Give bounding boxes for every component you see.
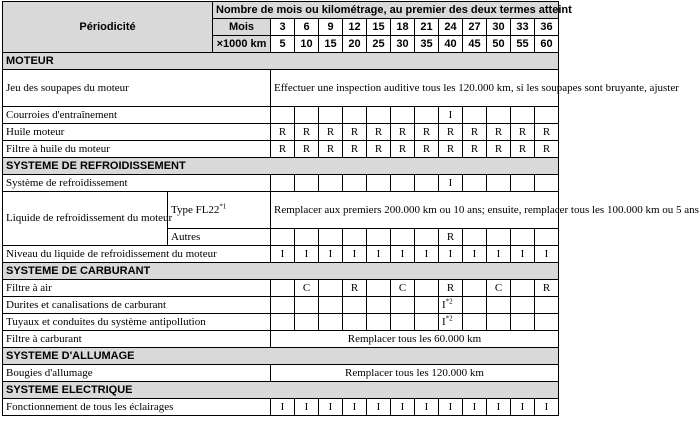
schedule-cell <box>511 175 535 192</box>
schedule-cell: I <box>535 399 559 416</box>
schedule-cell <box>487 229 511 246</box>
table-row <box>3 175 559 192</box>
schedule-cell <box>463 107 487 124</box>
schedule-cell <box>391 175 415 192</box>
section-row <box>3 263 559 280</box>
table-row <box>3 192 559 229</box>
schedule-cell: I <box>439 107 463 124</box>
schedule-cell <box>391 229 415 246</box>
schedule-cell <box>295 229 319 246</box>
footnote-marker: *1 <box>219 201 227 210</box>
schedule-cell: R <box>367 124 391 141</box>
section-row <box>3 158 559 175</box>
schedule-cell: R <box>535 124 559 141</box>
schedule-cell: I <box>463 399 487 416</box>
schedule-cell: I <box>487 399 511 416</box>
footnote-marker: *2 <box>445 296 453 305</box>
km-value: 60 <box>535 36 559 53</box>
schedule-cell <box>343 297 367 314</box>
schedule-cell: R <box>343 141 367 158</box>
table-row <box>3 331 559 348</box>
section-title: SYSTEME DE CARBURANT <box>3 263 559 280</box>
item-label: Filtre à air <box>3 280 271 297</box>
schedule-cell <box>271 229 295 246</box>
mois-value: 33 <box>511 19 535 36</box>
coolant-type-label: Autres <box>168 229 271 246</box>
coolant-type-name: Type FL22 <box>171 203 220 216</box>
km-value: 10 <box>295 36 319 53</box>
mois-value: 6 <box>295 19 319 36</box>
item-label: Niveau du liquide de refroidissement du moteur <box>3 246 271 263</box>
schedule-cell: I <box>511 399 535 416</box>
schedule-cell <box>295 107 319 124</box>
mois-value: 24 <box>439 19 463 36</box>
schedule-cell <box>511 314 535 331</box>
item-label: Courroies d'entraînement <box>3 107 271 124</box>
schedule-cell <box>415 229 439 246</box>
schedule-cell <box>295 175 319 192</box>
schedule-cell <box>463 175 487 192</box>
item-label: Durites et canalisations de carburant <box>3 297 271 314</box>
item-note: Remplacer tous les 120.000 km <box>271 365 559 382</box>
km-value: 45 <box>463 36 487 53</box>
schedule-cell <box>271 314 295 331</box>
schedule-cell: R <box>439 124 463 141</box>
schedule-cell <box>319 314 343 331</box>
schedule-cell <box>319 107 343 124</box>
mois-value: 36 <box>535 19 559 36</box>
header-km-label: ×1000 km <box>213 36 271 53</box>
schedule-cell: I <box>391 399 415 416</box>
schedule-cell: I <box>343 399 367 416</box>
schedule-cell <box>319 297 343 314</box>
schedule-cell <box>271 297 295 314</box>
schedule-cell <box>271 280 295 297</box>
table-row <box>3 107 559 124</box>
schedule-cell: C <box>295 280 319 297</box>
coolant-type-label <box>168 192 271 229</box>
table-row <box>3 399 559 416</box>
schedule-cell <box>367 280 391 297</box>
km-value: 15 <box>319 36 343 53</box>
header-row-1 <box>3 2 559 19</box>
schedule-cell: R <box>343 124 367 141</box>
schedule-cell: I <box>391 246 415 263</box>
item-label: Huile moteur <box>3 124 271 141</box>
km-value: 30 <box>391 36 415 53</box>
section-title: SYSTEME DE REFROIDISSEMENT <box>3 158 559 175</box>
schedule-cell <box>271 175 295 192</box>
schedule-cell: I <box>439 175 463 192</box>
schedule-cell <box>511 107 535 124</box>
schedule-cell <box>487 314 511 331</box>
table-row <box>3 70 559 107</box>
km-value: 50 <box>487 36 511 53</box>
schedule-cell <box>343 175 367 192</box>
schedule-cell <box>367 175 391 192</box>
schedule-cell: R <box>391 124 415 141</box>
table-row <box>3 314 559 331</box>
item-note: Effectuer une inspection auditive tous les 120.000 km, si les soupapes sont bruyante, ajuster <box>271 70 559 107</box>
km-value: 40 <box>439 36 463 53</box>
schedule-cell: R <box>439 280 463 297</box>
header-periodicite: Périodicité <box>3 2 213 53</box>
schedule-cell <box>535 229 559 246</box>
schedule-cell: I <box>367 246 391 263</box>
item-label: Jeu des soupapes du moteur <box>3 70 271 107</box>
schedule-cell <box>343 314 367 331</box>
schedule-cell: C <box>391 280 415 297</box>
schedule-cell <box>487 107 511 124</box>
mark-value: I <box>442 315 446 328</box>
mois-value: 9 <box>319 19 343 36</box>
schedule-cell <box>391 314 415 331</box>
item-note: Remplacer aux premiers 200.000 km ou 10 ans; ensuite, remplacer tous les 100.000 km ou 5 ans <box>271 192 559 229</box>
schedule-cell: I <box>343 246 367 263</box>
schedule-cell: R <box>415 141 439 158</box>
schedule-cell <box>271 107 295 124</box>
schedule-cell <box>511 229 535 246</box>
mois-value: 27 <box>463 19 487 36</box>
schedule-cell <box>319 175 343 192</box>
section-title: MOTEUR <box>3 53 559 70</box>
schedule-cell <box>415 280 439 297</box>
footnote-marker: *2 <box>445 313 453 322</box>
item-label: Filtre à carburant <box>3 331 271 348</box>
schedule-cell: I <box>511 246 535 263</box>
mark-value: I <box>442 298 446 311</box>
schedule-cell: I <box>415 246 439 263</box>
maintenance-schedule-table <box>2 1 699 416</box>
schedule-cell: R <box>391 141 415 158</box>
schedule-cell: R <box>439 229 463 246</box>
schedule-cell <box>535 175 559 192</box>
schedule-cell <box>295 314 319 331</box>
section-title: SYSTEME D'ALLUMAGE <box>3 348 559 365</box>
schedule-cell: R <box>415 124 439 141</box>
schedule-cell <box>367 297 391 314</box>
km-value: 35 <box>415 36 439 53</box>
schedule-cell: R <box>271 141 295 158</box>
schedule-cell <box>391 107 415 124</box>
schedule-cell: R <box>319 124 343 141</box>
section-title: SYSTEME ELECTRIQUE <box>3 382 559 399</box>
schedule-cell: R <box>487 141 511 158</box>
schedule-cell: R <box>367 141 391 158</box>
schedule-cell: I <box>271 246 295 263</box>
km-value: 20 <box>343 36 367 53</box>
schedule-cell <box>511 297 535 314</box>
item-label: Fonctionnement de tous les éclairages <box>3 399 271 416</box>
mois-value: 21 <box>415 19 439 36</box>
km-value: 25 <box>367 36 391 53</box>
schedule-cell <box>535 107 559 124</box>
schedule-cell: R <box>271 124 295 141</box>
item-label: Tuyaux et conduites du système antipollution <box>3 314 271 331</box>
schedule-cell: R <box>463 141 487 158</box>
schedule-cell <box>391 297 415 314</box>
schedule-cell <box>487 297 511 314</box>
schedule-cell <box>535 297 559 314</box>
schedule-cell <box>463 314 487 331</box>
mois-value: 3 <box>271 19 295 36</box>
schedule-cell <box>367 314 391 331</box>
item-label: Filtre à huile du moteur <box>3 141 271 158</box>
table-row <box>3 297 559 314</box>
schedule-cell: I <box>295 399 319 416</box>
schedule-cell: R <box>511 124 535 141</box>
schedule-cell <box>535 314 559 331</box>
schedule-cell <box>343 107 367 124</box>
schedule-cell <box>415 175 439 192</box>
section-row <box>3 53 559 70</box>
schedule-cell: R <box>535 141 559 158</box>
mois-value: 12 <box>343 19 367 36</box>
mois-value: 30 <box>487 19 511 36</box>
schedule-cell <box>343 229 367 246</box>
schedule-cell <box>415 107 439 124</box>
schedule-cell: R <box>535 280 559 297</box>
schedule-cell: I <box>319 246 343 263</box>
schedule-cell <box>319 229 343 246</box>
schedule-cell <box>367 107 391 124</box>
km-value: 55 <box>511 36 535 53</box>
schedule-cell: I <box>319 399 343 416</box>
schedule-cell: R <box>439 141 463 158</box>
schedule-cell: R <box>511 141 535 158</box>
schedule-cell: R <box>463 124 487 141</box>
schedule-cell <box>319 280 343 297</box>
schedule-cell: I <box>295 246 319 263</box>
schedule-cell <box>415 314 439 331</box>
schedule-cell: R <box>487 124 511 141</box>
table-row <box>3 124 559 141</box>
schedule-cell <box>439 297 463 314</box>
schedule-cell: I <box>439 246 463 263</box>
schedule-cell: C <box>487 280 511 297</box>
header-interval: Nombre de mois ou kilométrage, au premier des deux termes atteint <box>213 2 559 19</box>
schedule-cell: R <box>295 141 319 158</box>
schedule-cell <box>463 229 487 246</box>
schedule-cell <box>463 280 487 297</box>
table-row <box>3 365 559 382</box>
schedule-cell: I <box>367 399 391 416</box>
item-note: Remplacer tous les 60.000 km <box>271 331 559 348</box>
mois-value: 15 <box>367 19 391 36</box>
header-mois-label: Mois <box>213 19 271 36</box>
schedule-cell <box>415 297 439 314</box>
schedule-cell: R <box>319 141 343 158</box>
item-label: Bougies d'allumage <box>3 365 271 382</box>
schedule-cell <box>439 314 463 331</box>
schedule-cell: I <box>415 399 439 416</box>
km-value: 5 <box>271 36 295 53</box>
item-label: Liquide de refroidissement du moteur <box>3 192 168 246</box>
section-row <box>3 348 559 365</box>
table-row <box>3 141 559 158</box>
schedule-cell: I <box>535 246 559 263</box>
mois-value: 18 <box>391 19 415 36</box>
section-row <box>3 382 559 399</box>
table-row <box>3 246 559 263</box>
schedule-cell <box>511 280 535 297</box>
schedule-cell <box>367 229 391 246</box>
schedule-cell: I <box>463 246 487 263</box>
schedule-cell: I <box>487 246 511 263</box>
schedule-cell <box>487 175 511 192</box>
schedule-cell: I <box>271 399 295 416</box>
schedule-cell: I <box>439 399 463 416</box>
schedule-cell: R <box>295 124 319 141</box>
item-label: Système de refroidissement <box>3 175 271 192</box>
schedule-cell <box>463 297 487 314</box>
table-row <box>3 280 559 297</box>
schedule-cell: R <box>343 280 367 297</box>
schedule-cell <box>295 297 319 314</box>
